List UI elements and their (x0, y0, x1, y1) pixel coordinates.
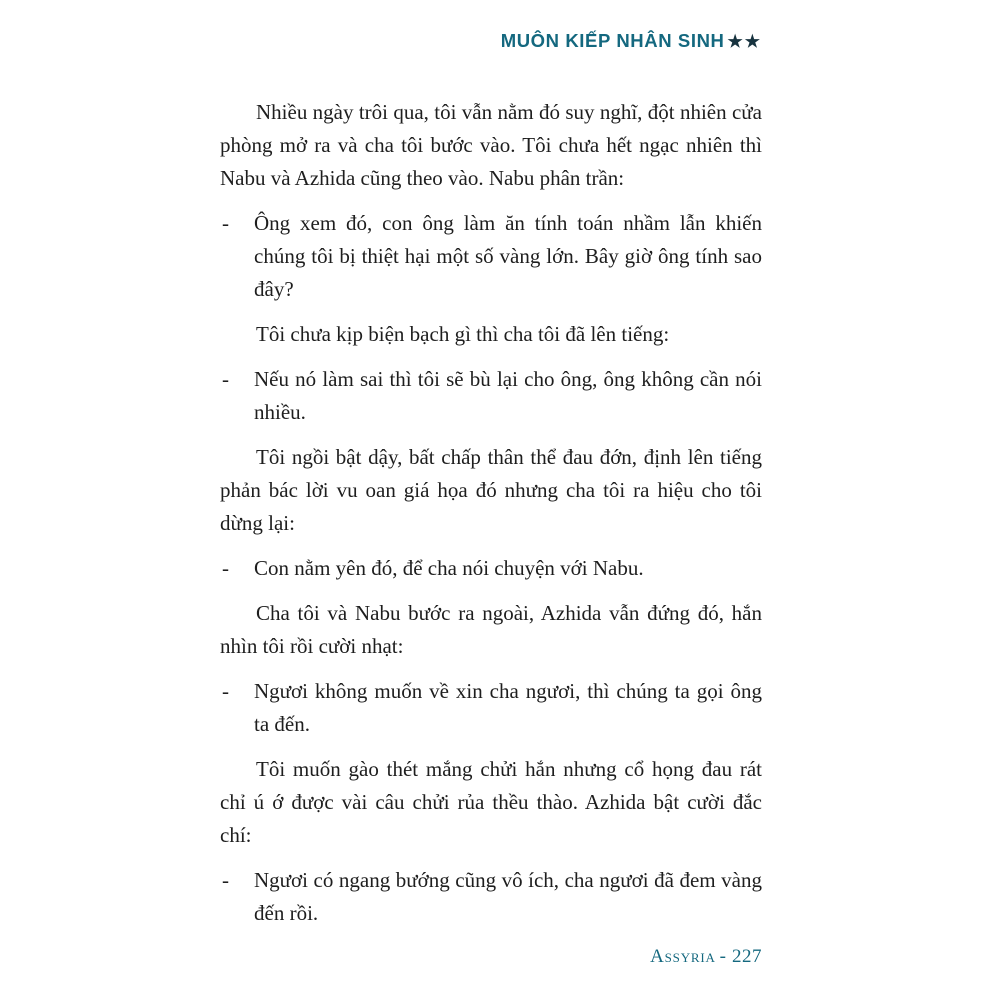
running-header (220, 30, 762, 52)
paragraph: Nhiều ngày trôi qua, tôi vẫn nằm đó suy nghĩ, đột nhiên cửa phòng mở ra và cha tôi bước vào. Tôi chưa hết ngạc nhiên thì Nabu và Azhida cũng theo vào. Nabu phân trần: (220, 100, 762, 190)
dash-paragraph (220, 207, 762, 306)
page-title: MUÔN KIẾP NHÂN SINH (500, 30, 725, 51)
text-column (220, 30, 762, 942)
dash-paragraph-text: Con nằm yên đó, để cha nói chuyện với Nabu. (254, 556, 644, 580)
paragraph: Tôi chưa kịp biện bạch gì thì cha tôi đã lên tiếng: (256, 322, 670, 346)
dash-marker: - (222, 556, 229, 580)
dash-paragraph (220, 552, 762, 585)
dash-marker: - (222, 211, 229, 235)
dash-marker: - (222, 679, 229, 703)
dash-paragraph (220, 363, 762, 429)
dash-paragraph-text: Ngươi có ngang bướng cũng vô ích, cha ngươi đã đem vàng đến rồi. (254, 868, 762, 925)
dash-paragraph-text: Ông xem đó, con ông làm ăn tính toán nhầm lẫn khiến chúng tôi bị thiệt hại một số vàng lớn. Bây giờ ông tính sao đây? (254, 211, 762, 301)
dash-marker: - (222, 868, 229, 892)
paragraph: Cha tôi và Nabu bước ra ngoài, Azhida vẫn đứng đó, hắn nhìn tôi rồi cười nhạt: (220, 601, 762, 658)
page-number: 227 (732, 946, 762, 967)
footer-section-label: Assyria (650, 946, 716, 967)
dash-paragraph-text: Ngươi không muốn về xin cha ngươi, thì chúng ta gọi ông ta đến. (254, 679, 762, 736)
body-text (220, 96, 762, 930)
footer-separator: - (719, 946, 726, 967)
stars-icon: ★★ (727, 32, 762, 51)
page-footer (220, 946, 762, 968)
dash-marker: - (222, 367, 229, 391)
dash-paragraph (220, 675, 762, 741)
dash-paragraph-text: Nếu nó làm sai thì tôi sẽ bù lại cho ông, ông không cần nói nhiều. (254, 367, 762, 424)
dash-paragraph (220, 864, 762, 930)
paragraph: Tôi ngồi bật dậy, bất chấp thân thể đau đớn, định lên tiếng phản bác lời vu oan giá họa đó nhưng cha tôi ra hiệu cho tôi dừng lại: (220, 445, 762, 535)
paragraph: Tôi muốn gào thét mắng chửi hắn nhưng cổ họng đau rát chỉ ú ớ được vài câu chửi rủa thều thào. Azhida bật cười đắc chí: (220, 757, 762, 847)
